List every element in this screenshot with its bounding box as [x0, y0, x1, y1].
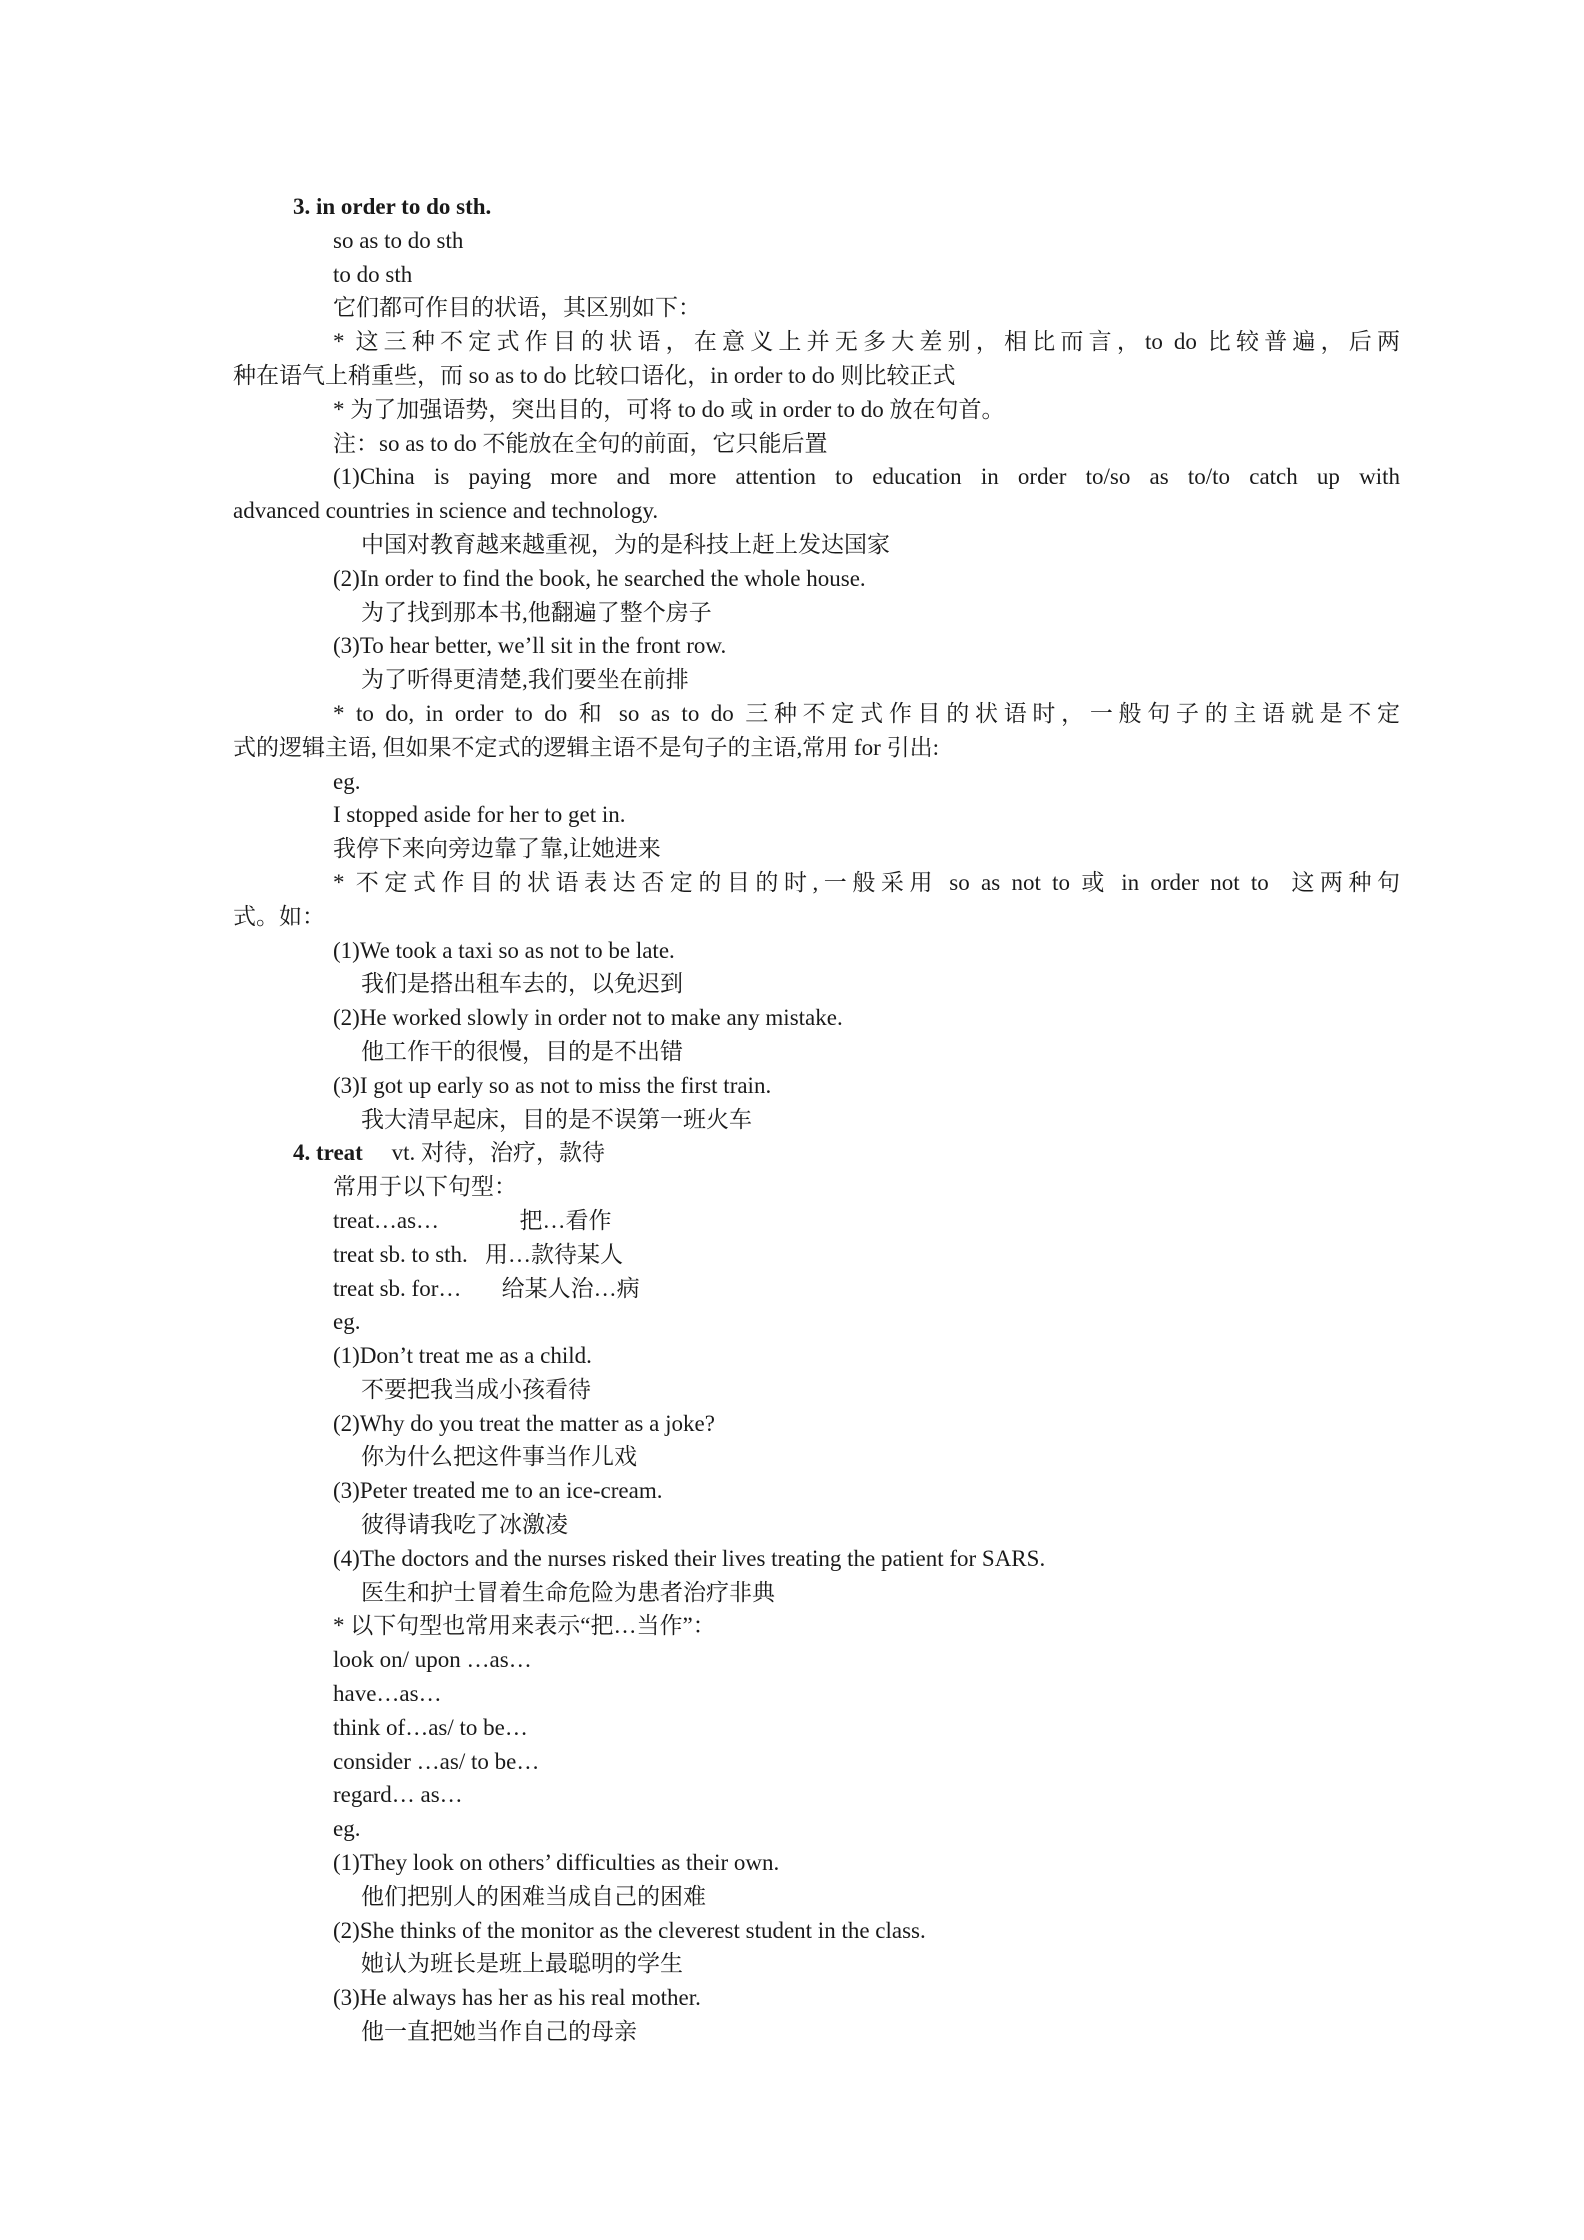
text-line: eg.: [333, 1309, 361, 1335]
text-line: so as to do sth: [333, 227, 464, 253]
text-line: consider …as/ to be…: [333, 1748, 540, 1774]
text-line: (1)Don’t treat me as a child.: [333, 1343, 592, 1369]
text-line: 常用于以下句型：: [333, 1174, 517, 1200]
text-line: * to do, in order to do 和 so as to do 三种不定式作目的状语时，一般句子的主语就是不定: [333, 700, 1400, 726]
text-line: (1)They look on others’ difficulties as their own.: [333, 1850, 780, 1876]
text-line: (3)He always has her as his real mother.: [333, 1985, 701, 2011]
text-line: 他们把别人的困难当成自己的困难: [361, 1883, 706, 1909]
text-line: 彼得请我吃了冰激凌: [361, 1512, 568, 1538]
text-line: treat sb. for… 给某人治…病: [333, 1275, 640, 1301]
heading-rest-text: vt. 对待，治疗，款待: [362, 1140, 605, 1166]
text-line: look on/ upon …as…: [333, 1647, 532, 1673]
text-line: 为了找到那本书,他翻遍了整个房子: [361, 599, 712, 625]
text-line: eg.: [333, 1816, 361, 1842]
text-line: regard… as…: [333, 1782, 463, 1808]
text-line: I stopped aside for her to get in.: [333, 802, 626, 828]
text-line: (3)Peter treated me to an ice-cream.: [333, 1478, 663, 1504]
heading-bold-text: 3. in order to do sth.: [293, 194, 492, 219]
text-line: 你为什么把这件事当作儿戏: [361, 1444, 637, 1470]
text-line: * 不定式作目的状语表达否定的目的时,一般采用 so as not to 或 in order not to 这两种句: [333, 869, 1400, 895]
text-line: treat…as… 把…看作: [333, 1207, 612, 1233]
text-line: 她认为班长是班上最聪明的学生: [361, 1951, 683, 1977]
text-line: 式的逻辑主语, 但如果不定式的逻辑主语不是句子的主语,常用 for 引出:: [233, 734, 939, 760]
heading-line: [233, 190, 1400, 224]
text-line: (1)We took a taxi so as not to be late.: [333, 937, 675, 963]
text-line: think of…as/ to be…: [333, 1714, 528, 1740]
heading-bold-text: 4. treat: [293, 1140, 363, 1166]
text-block: [233, 190, 1400, 2049]
text-line: 注：so as to do 不能放在全句的前面，它只能后置: [333, 430, 828, 456]
text-line: (3)To hear better, we’ll sit in the front row.: [333, 633, 727, 659]
heading-line: [233, 1136, 1400, 1170]
text-line: 他工作干的很慢，目的是不出错: [361, 1038, 683, 1064]
text-line: treat sb. to sth. 用…款待某人: [333, 1241, 624, 1267]
text-line: 它们都可作目的状语，其区别如下：: [333, 295, 701, 321]
text-line: advanced countries in science and technology.: [233, 498, 659, 524]
text-line: * 为了加强语势，突出目的，可将 to do 或 in order to do 放在句首。: [333, 396, 1005, 422]
text-line: * 以下句型也常用来表示“把…当作”：: [333, 1613, 716, 1639]
text-line: * 这三种不定式作目的状语，在意义上并无多大差别，相比而言，to do 比较普遍，后两: [333, 329, 1400, 355]
text-line: 我大清早起床，目的是不误第一班火车: [361, 1106, 752, 1132]
text-line: 为了听得更清楚,我们要坐在前排: [361, 667, 689, 693]
text-line: (1)China is paying more and more attention to education in order to/so as to/to catch up with: [333, 464, 1400, 490]
text-line: 我停下来向旁边靠了靠,让她进来: [333, 836, 661, 862]
text-line: 种在语气上稍重些，而 so as to do 比较口语化，in order to do 则比较正式: [233, 362, 956, 388]
text-line: to do sth: [333, 261, 413, 287]
text-line: 式。如：: [233, 903, 325, 929]
text-line: (2)He worked slowly in order not to make any mistake.: [333, 1005, 843, 1031]
text-line: have…as…: [333, 1681, 442, 1707]
text-line: 他一直把她当作自己的母亲: [361, 2019, 637, 2045]
text-line: (2)She thinks of the monitor as the cleverest student in the class.: [333, 1917, 926, 1943]
text-line: (3)I got up early so as not to miss the first train.: [333, 1072, 772, 1098]
text-line: 中国对教育越来越重视，为的是科技上赶上发达国家: [361, 531, 890, 557]
text-line: (2)Why do you treat the matter as a joke?: [333, 1410, 715, 1436]
text-line: 医生和护士冒着生命危险为患者治疗非典: [361, 1579, 775, 1605]
text-line: (2)In order to find the book, he searched the whole house.: [333, 565, 866, 591]
text-line: 不要把我当成小孩看待: [361, 1376, 591, 1402]
text-line: 我们是搭出租车去的，以免迟到: [361, 971, 683, 997]
text-line: eg.: [333, 768, 361, 794]
text-line: (4)The doctors and the nurses risked their lives treating the patient for SARS.: [333, 1545, 1046, 1571]
